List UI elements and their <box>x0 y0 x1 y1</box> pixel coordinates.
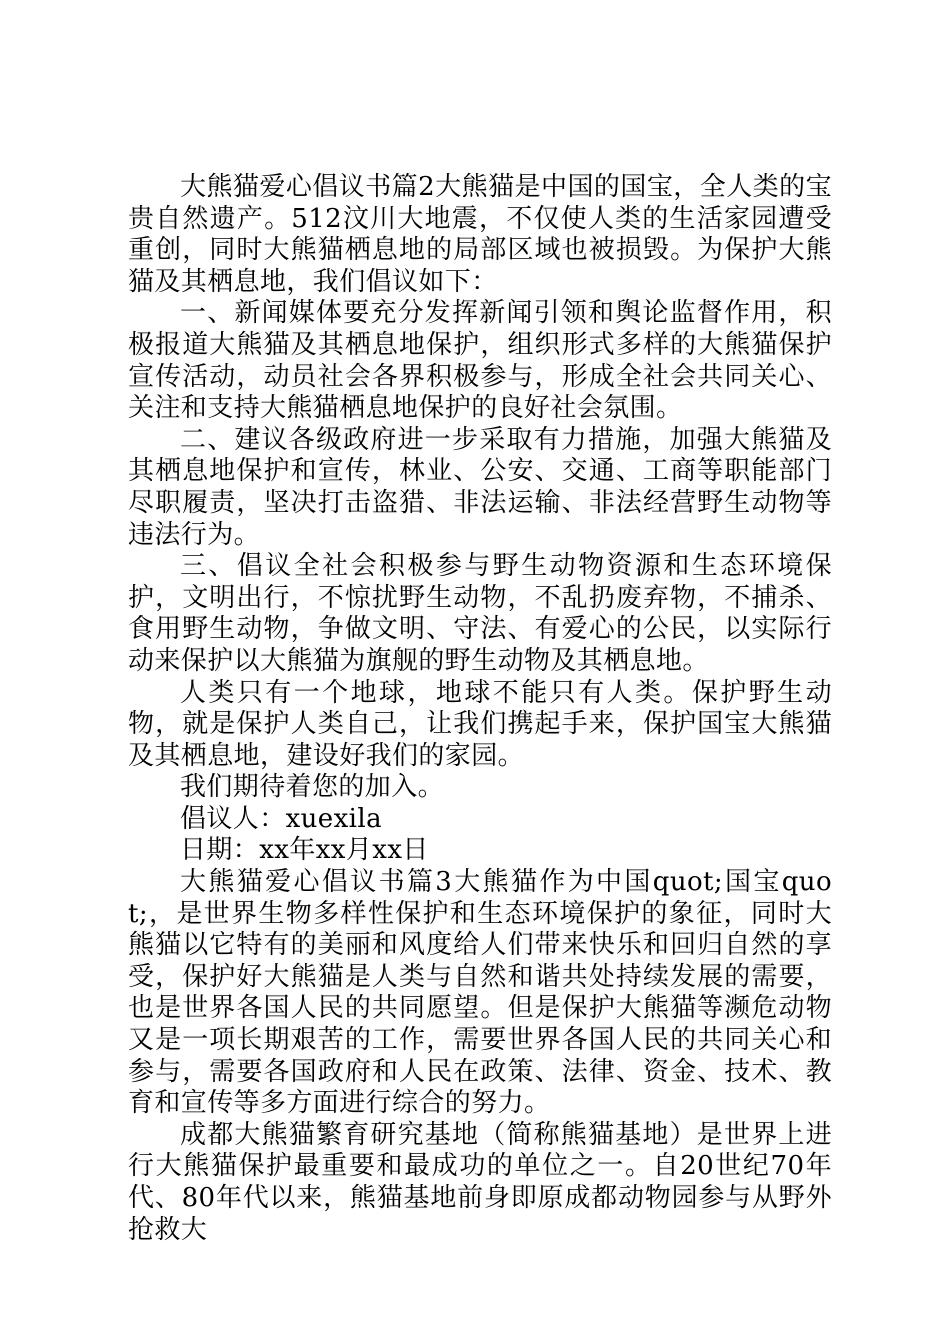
paragraph-closing: 人类只有一个地球，地球不能只有人类。保护野生动物，就是保护人类自己，让我们携起手来，保护国宝大熊猫及其栖息地，建设好我们的家园。 <box>128 677 832 771</box>
paragraph-initiator: 倡议人：xuexila <box>180 803 382 834</box>
paragraph-part-3-intro: 大熊猫爱心倡议书篇3大熊猫作为中国quot;国宝quot;，是世界生物多样性保护和生态环境保护的象征，同时大熊猫以它特有的美丽和风度给人们带来快乐和回归自然的享受，保护好大熊猫是人类与自然和谐共处持续发展的需要，也是世界各国人民的共同愿望。但是保护大熊猫等濒危动物又是一项长期艰苦的工作，需要世界各国人民的共同关心和参与，需要各国政府和人民在政策、法律、资金、技术、教育和宣传等多方面进行综合的努力。 <box>128 867 832 1119</box>
paragraph-invitation: 我们期待着您的加入。 <box>180 772 445 803</box>
paragraph-point-3: 三、倡议全社会积极参与野生动物资源和生态环境保护，文明出行，不惊扰野生动物，不乱扔废弃物，不捕杀、食用野生动物，争做文明、守法、有爱心的公民，以实际行动来保护以大熊猫为旗舰的野生动物及其栖息地。 <box>128 551 832 676</box>
document-body <box>128 172 832 1246</box>
paragraph-intro: 大熊猫爱心倡议书篇2大熊猫是中国的国宝，全人类的宝贵自然遗产。512汶川大地震，不仅使人类的生活家园遭受重创，同时大熊猫栖息地的局部区域也被损毁。为保护大熊猫及其栖息地，我们倡议如下： <box>128 172 832 297</box>
paragraph-date: 日期：xx年xx月xx日 <box>180 835 429 866</box>
paragraph-point-2: 二、建议各级政府进一步采取有力措施，加强大熊猫及其栖息地保护和宣传，林业、公安、交通、工商等职能部门尽职履责，坚决打击盗猎、非法运输、非法经营野生动物等违法行为。 <box>128 424 832 550</box>
paragraph-point-1: 一、新闻媒体要充分发挥新闻引领和舆论监督作用，积极报道大熊猫及其栖息地保护，组织形式多样的大熊猫保护宣传活动，动员社会各界积极参与，形成全社会共同关心、关注和支持大熊猫栖息地保护的良好社会氛围。 <box>128 298 832 424</box>
paragraph-chengdu-base: 成都大熊猫繁育研究基地（简称熊猫基地）是世界上进行大熊猫保护最重要和最成功的单位之一。自20世纪70年代、80年代以来，熊猫基地前身即原成都动物园参与从野外抢救大 <box>128 1119 832 1245</box>
